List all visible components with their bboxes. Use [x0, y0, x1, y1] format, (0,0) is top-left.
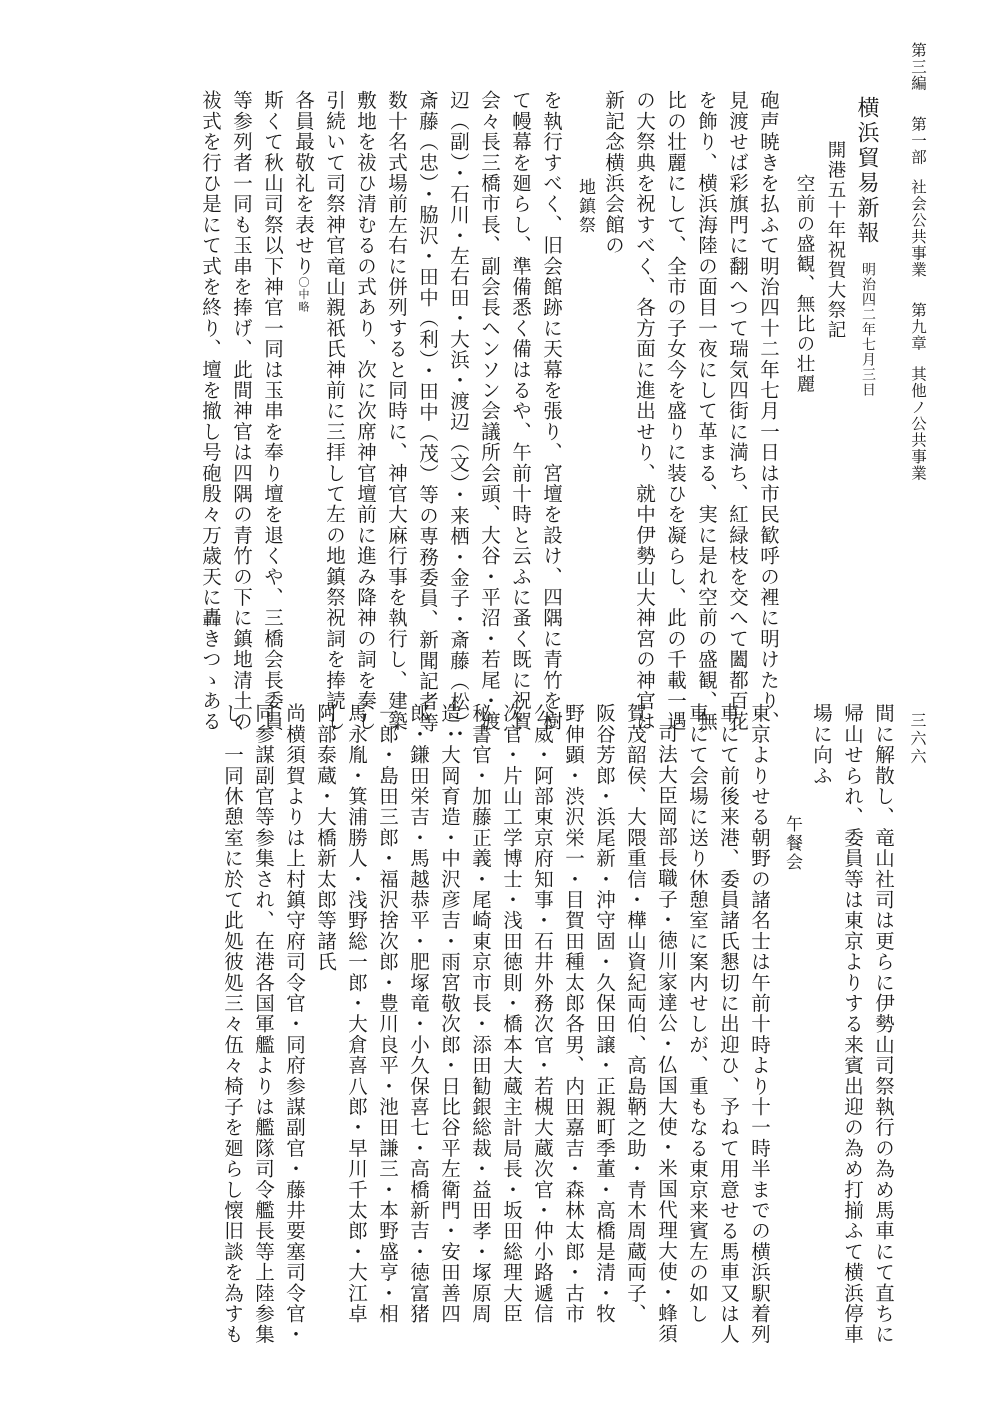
text-column: の大祭典を祝すべく、各方面に進出せり、就中伊勢山大神宮の神官は — [633, 90, 656, 732]
text-column: て幔幕を廻らし、準備悉く備はるや、午前十時と云ふに蚤く既に祝賀 — [509, 90, 532, 732]
article-headline: 開港五十年祝賀大祭記 — [825, 140, 846, 340]
text-column: 同参謀副官等参集され、在港各国軍艦よりは艦隊司令艦長等上陸参集 — [252, 703, 275, 1345]
text-column: 次官・片山工学博士・浅田徳則・橋本大蔵主計局長・坂田総理大臣 — [500, 703, 523, 1324]
text-column: 引続いて司祭神官竜山親祇氏神前に三拝して左の地鎮祭祝詞を捧読し — [323, 90, 346, 732]
running-header — [910, 42, 926, 481]
text-column: 司法大臣岡部長職子・徳川家達公・仏国大使・米国代理大使・蜂須 — [655, 723, 678, 1344]
text-column: 車にて前後来港、委員諸氏懇切に出迎ひ、予ねて用意せる馬車又は人 — [717, 703, 740, 1345]
text-column: 賀茂韶侯、大隈重信・樺山資紀両伯、高島鞆之助・青木周蔵両子、 — [624, 703, 647, 1324]
header-section: 第一部 — [909, 115, 927, 165]
text-column: 各員最敬礼を表せり — [292, 90, 315, 277]
text-column: 新記念横浜会館の — [602, 90, 625, 256]
text-column: 秘書官・加藤正義・尾崎東京市長・添田勧銀総裁・益田孝・塚原周 — [469, 703, 492, 1324]
text-column: 郎・鎌田栄吉・馬越恭平・肥塚竜・小久保喜七・高橋新吉・徳富猪 — [407, 703, 430, 1324]
text-column: 砲声暁きを払ふて明治四十二年七月一日は市民歓呼の裡に明けたり、 — [757, 90, 780, 732]
header-section-title: 社会公共事業 — [909, 179, 927, 278]
text-column: 敷地を祓ひ清むるの式あり、次に次席神官壇前に進み降神の詞を奏し — [354, 90, 377, 732]
text-column: 場に向ふ — [810, 703, 833, 786]
page-number: 三六六 — [908, 712, 927, 766]
newspaper-source: 横浜貿易新報 — [854, 96, 879, 246]
omission-note: 〇中略 — [297, 276, 310, 313]
section-title-jichinsai: 地鎮祭 — [575, 178, 595, 235]
text-column: 祓式を行ひ是にて式を終り、壇を撤し号砲殷々万歳天に轟きつゝある — [199, 90, 222, 732]
text-column: 等参列者一同も玉串を捧げ、此間神官は四隅の青竹の下に鎮地清土の — [230, 90, 253, 732]
text-column: 東京よりせる朝野の諸名士は午前十時より十一時半までの横浜駅着列 — [748, 703, 771, 1345]
header-chapter: 第九章 — [909, 302, 927, 352]
text-column: 辺（副）・石川・左右田・大浜・渡辺（文）・来栖・金子・斎藤（松）・ — [447, 90, 470, 744]
text-column: 間に解散し、竜山社司は更らに伊勢山司祭執行の為め馬車にて直ちに — [872, 703, 895, 1345]
text-column: 阪谷芳郎・浜尾新・沖守固・久保田譲・正親町季董・高橋是清・牧 — [593, 703, 616, 1324]
text-column: 阿部泰蔵・大橋新太郎等諸氏 — [314, 703, 337, 973]
text-column: 斯くて秋山司祭以下神官一同は玉串を奉り壇を退くや、三橋会長委員 — [261, 90, 284, 732]
text-column: 尚横須賀よりは上村鎮守府司令官・同府参謀副官・藤井要塞司令官・ — [283, 703, 306, 1345]
text-column: 数十名式場前左右に併列すると同時に、神官大麻行事を執行し、建築 — [385, 90, 408, 732]
text-column: 帰山せられ、委員等は東京よりする来賓出迎の為め打揃ふて横浜停車 — [841, 703, 864, 1345]
section-title-gosankai: 午餐会 — [782, 815, 802, 872]
text-column: 造・大岡育造・中沢彦吉・雨宮敬次郎・日比谷平左衛門・安田善四 — [438, 703, 461, 1324]
article-subhead: 空前の盛観、無比の壮麗 — [794, 174, 815, 394]
text-column: 一郎・島田三郎・福沢捨次郎・豊川良平・池田謙三・本野盛亨・相 — [376, 703, 399, 1324]
text-column: 公威・阿部東京府知事・石井外務次官・若槻大蔵次官・仲小路遞信 — [531, 703, 554, 1324]
header-chapter-title: 其他ノ公共事業 — [909, 365, 927, 481]
text-column: し、一同休憩室に於て此処彼処三々伍々椅子を廻らし懐旧談を為すも — [221, 703, 244, 1345]
header-part: 第三編 — [909, 42, 927, 92]
text-column: 馬永胤・箕浦勝人・浅野総一郎・大倉喜八郎・早川千太郎・大江卓 — [345, 703, 368, 1324]
text-column: を執行すべく、旧会館跡に天幕を張り、宮壇を設け、四隅に青竹を樹 — [540, 90, 563, 732]
text-column-with-note — [294, 90, 314, 313]
text-column: を飾り、横浜海陸の面目一夜にして革まる、実に是れ空前の盛観、無 — [695, 90, 718, 732]
article-date: 明治四二年七月三日 — [860, 262, 876, 397]
text-column: 車にて会場に送り休憩室に案内せしが、重もなる東京来賓左の如し — [686, 703, 709, 1324]
text-column: 見渡せば彩旗門に翻へつて瑞気四街に満ち、紅緑枝を交へて闔都百花 — [726, 90, 749, 732]
text-column: 会々長三橋市長、副会長ヘンソン会議所会頭、大谷・平沼・若尾・渡 — [478, 90, 501, 732]
text-column: 斎藤（忠）・脇沢・田中（利）・田中（茂）等の専務委員、新聞記者等 — [416, 90, 439, 733]
text-column: 比の壮麗にして、全市の子女今を盛りに装ひを凝らし、此の千載一遇 — [664, 90, 687, 732]
text-column: 野伸顕・渋沢栄一・目賀田種太郎各男、内田嘉吉・森林太郎・古市 — [562, 703, 585, 1324]
